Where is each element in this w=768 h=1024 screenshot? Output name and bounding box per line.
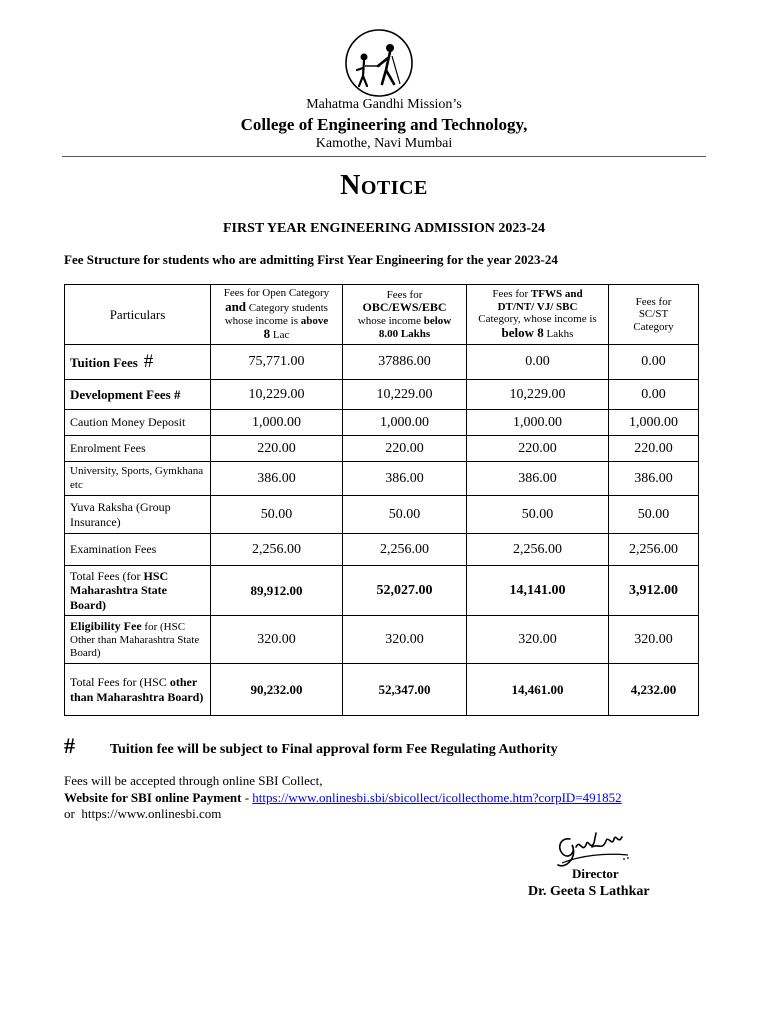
- signatory-role: Director: [572, 866, 619, 881]
- table-cell: 14,461.00: [467, 664, 609, 716]
- table-cell: 220.00: [609, 436, 699, 462]
- mgm-logo-icon: [344, 26, 414, 100]
- header-text: Lac: [270, 329, 290, 342]
- header-text: DT/NT/ VJ/ SBC: [497, 300, 578, 313]
- table-cell: 0.00: [609, 345, 699, 380]
- table-cell: 0.00: [609, 380, 699, 410]
- table-cell: 89,912.00: [211, 566, 343, 616]
- sbi-collect-link[interactable]: https://www.onlinesbi.sbi/sbicollect/icollecthome.htm?corpID=491852: [252, 790, 622, 805]
- alt-prefix: or: [64, 806, 82, 821]
- row-label-caution: Caution Money Deposit: [65, 410, 211, 436]
- hash-mark: #: [64, 733, 75, 758]
- row-label-total-other: [65, 664, 211, 716]
- table-cell: 50.00: [609, 496, 699, 534]
- footnote-text: Tuition fee will be subject to Final approval form Fee Regulating Authority: [110, 742, 558, 757]
- table-cell: 75,771.00: [211, 345, 343, 380]
- header-text: Fees for: [492, 288, 531, 301]
- table-cell: 50.00: [211, 496, 343, 534]
- table-row: [65, 566, 699, 616]
- institution-location: Kamothe, Navi Mumbai: [315, 136, 453, 151]
- notice-subheading: FIRST YEAR ENGINEERING ADMISSION 2023-24: [222, 221, 546, 236]
- table-row: [65, 345, 699, 380]
- table-cell: 4,232.00: [609, 664, 699, 716]
- table-row: [65, 496, 699, 534]
- table-cell: 10,229.00: [211, 380, 343, 410]
- institution-college-name: College of Engineering and Technology,: [240, 115, 528, 134]
- header-text: and: [225, 298, 247, 314]
- row-label-text: other than Maharashtra Board): [70, 675, 204, 704]
- row-label-text: for (HSC Other than Maharashtra State Board): [70, 620, 200, 660]
- table-cell: 3,912.00: [609, 566, 699, 616]
- table-cell: 2,256.00: [467, 534, 609, 566]
- table-cell: 50.00: [467, 496, 609, 534]
- header-text: below 8: [501, 325, 544, 341]
- row-label-text: HSC: [143, 569, 169, 584]
- table-cell: 50.00: [343, 496, 467, 534]
- row-label-text: Tuition Fees: [70, 355, 138, 371]
- header-text: 8: [263, 326, 271, 342]
- table-cell: 52,347.00: [343, 664, 467, 716]
- table-row: [65, 664, 699, 716]
- fee-structure-table: [64, 284, 699, 716]
- table-cell: 386.00: [343, 462, 467, 496]
- table-cell: 1,000.00: [467, 410, 609, 436]
- header-text: SC/ST: [638, 308, 669, 321]
- header-text: above: [300, 314, 329, 327]
- table-cell: 220.00: [343, 436, 467, 462]
- header-text: OBC/EWS/EBC: [362, 300, 447, 315]
- header-text: Lakhs: [543, 328, 574, 341]
- table-cell: 220.00: [467, 436, 609, 462]
- row-label-enrolment: Enrolment Fees: [65, 436, 211, 462]
- col-header-sc-st: [609, 285, 699, 345]
- row-label-yuva-raksha: Yuva Raksha (Group Insurance): [65, 496, 211, 534]
- header-text: Fees for: [635, 295, 672, 308]
- header-text: Fees for Open Category: [223, 287, 330, 299]
- row-label-text: Total Fees (for: [70, 569, 144, 584]
- table-cell: 2,256.00: [343, 534, 467, 566]
- row-label-eligibility: [65, 616, 211, 664]
- payment-website-line: [64, 790, 622, 806]
- col-header-obc: [343, 285, 467, 345]
- table-row: [65, 616, 699, 664]
- table-cell: 320.00: [609, 616, 699, 664]
- payment-alt-line: [64, 806, 221, 822]
- tuition-footnote: [64, 733, 558, 759]
- row-label-tuition: [65, 345, 211, 380]
- col-header-open-category: [211, 285, 343, 345]
- header-text: whose income: [357, 315, 424, 328]
- row-label-text: Maharashtra State Board): [70, 583, 167, 612]
- table-cell: 2,256.00: [609, 534, 699, 566]
- header-text: Fees for: [386, 288, 423, 301]
- table-cell: 320.00: [211, 616, 343, 664]
- row-label-text: Eligibility Fee: [70, 618, 142, 633]
- header-text: Category: [633, 320, 674, 333]
- row-label-university: University, Sports, Gymkhana etc: [65, 462, 211, 496]
- table-row: [65, 410, 699, 436]
- notice-title: Notice: [340, 170, 428, 201]
- header-text: Category, whose income is: [478, 313, 597, 326]
- table-cell: 37886.00: [343, 345, 467, 380]
- table-cell: 14,141.00: [467, 566, 609, 616]
- col-header-particulars: Particulars: [65, 285, 211, 345]
- table-cell: 0.00: [467, 345, 609, 380]
- header-text: below: [423, 315, 452, 328]
- table-cell: 220.00: [211, 436, 343, 462]
- header-text: 8.00 Lakhs: [378, 327, 431, 340]
- table-row: [65, 436, 699, 462]
- table-cell: 320.00: [467, 616, 609, 664]
- hash-mark: #: [143, 351, 154, 373]
- col-header-tfws: [467, 285, 609, 345]
- payment-info: Fees will be accepted through online SBI Collect,: [64, 773, 323, 788]
- table-cell: 1,000.00: [343, 410, 467, 436]
- row-label-text: Total Fees for (HSC: [70, 675, 167, 690]
- table-cell: 52,027.00: [343, 566, 467, 616]
- table-header-row: [65, 285, 699, 345]
- table-cell: 386.00: [609, 462, 699, 496]
- onlinesbi-url: https://www.onlinesbi.com: [81, 806, 222, 821]
- header-divider: [62, 156, 706, 157]
- row-label-examination: Examination Fees: [65, 534, 211, 566]
- table-row: [65, 534, 699, 566]
- header-text: Category students whose income is: [224, 301, 328, 327]
- table-cell: 1,000.00: [211, 410, 343, 436]
- separator: -: [241, 790, 253, 805]
- row-label-development: Development Fees #: [65, 380, 211, 410]
- table-cell: 10,229.00: [343, 380, 467, 410]
- header-text: TFWS and: [530, 288, 583, 301]
- institution-parent-name: Mahatma Gandhi Mission’s: [306, 97, 462, 112]
- table-row: [65, 380, 699, 410]
- row-label-total-hsc: [65, 566, 211, 616]
- table-cell: 320.00: [343, 616, 467, 664]
- table-cell: 10,229.00: [467, 380, 609, 410]
- notice-intro: Fee Structure for students who are admitting First Year Engineering for the year 2023-24: [64, 252, 558, 267]
- table-cell: 1,000.00: [609, 410, 699, 436]
- signatory-name: Dr. Geeta S Lathkar: [528, 884, 650, 899]
- table-cell: 90,232.00: [211, 664, 343, 716]
- table-cell: 386.00: [211, 462, 343, 496]
- table-cell: 2,256.00: [211, 534, 343, 566]
- payment-website-label: Website for SBI online Payment: [64, 790, 242, 805]
- table-row: [65, 462, 699, 496]
- table-cell: 386.00: [467, 462, 609, 496]
